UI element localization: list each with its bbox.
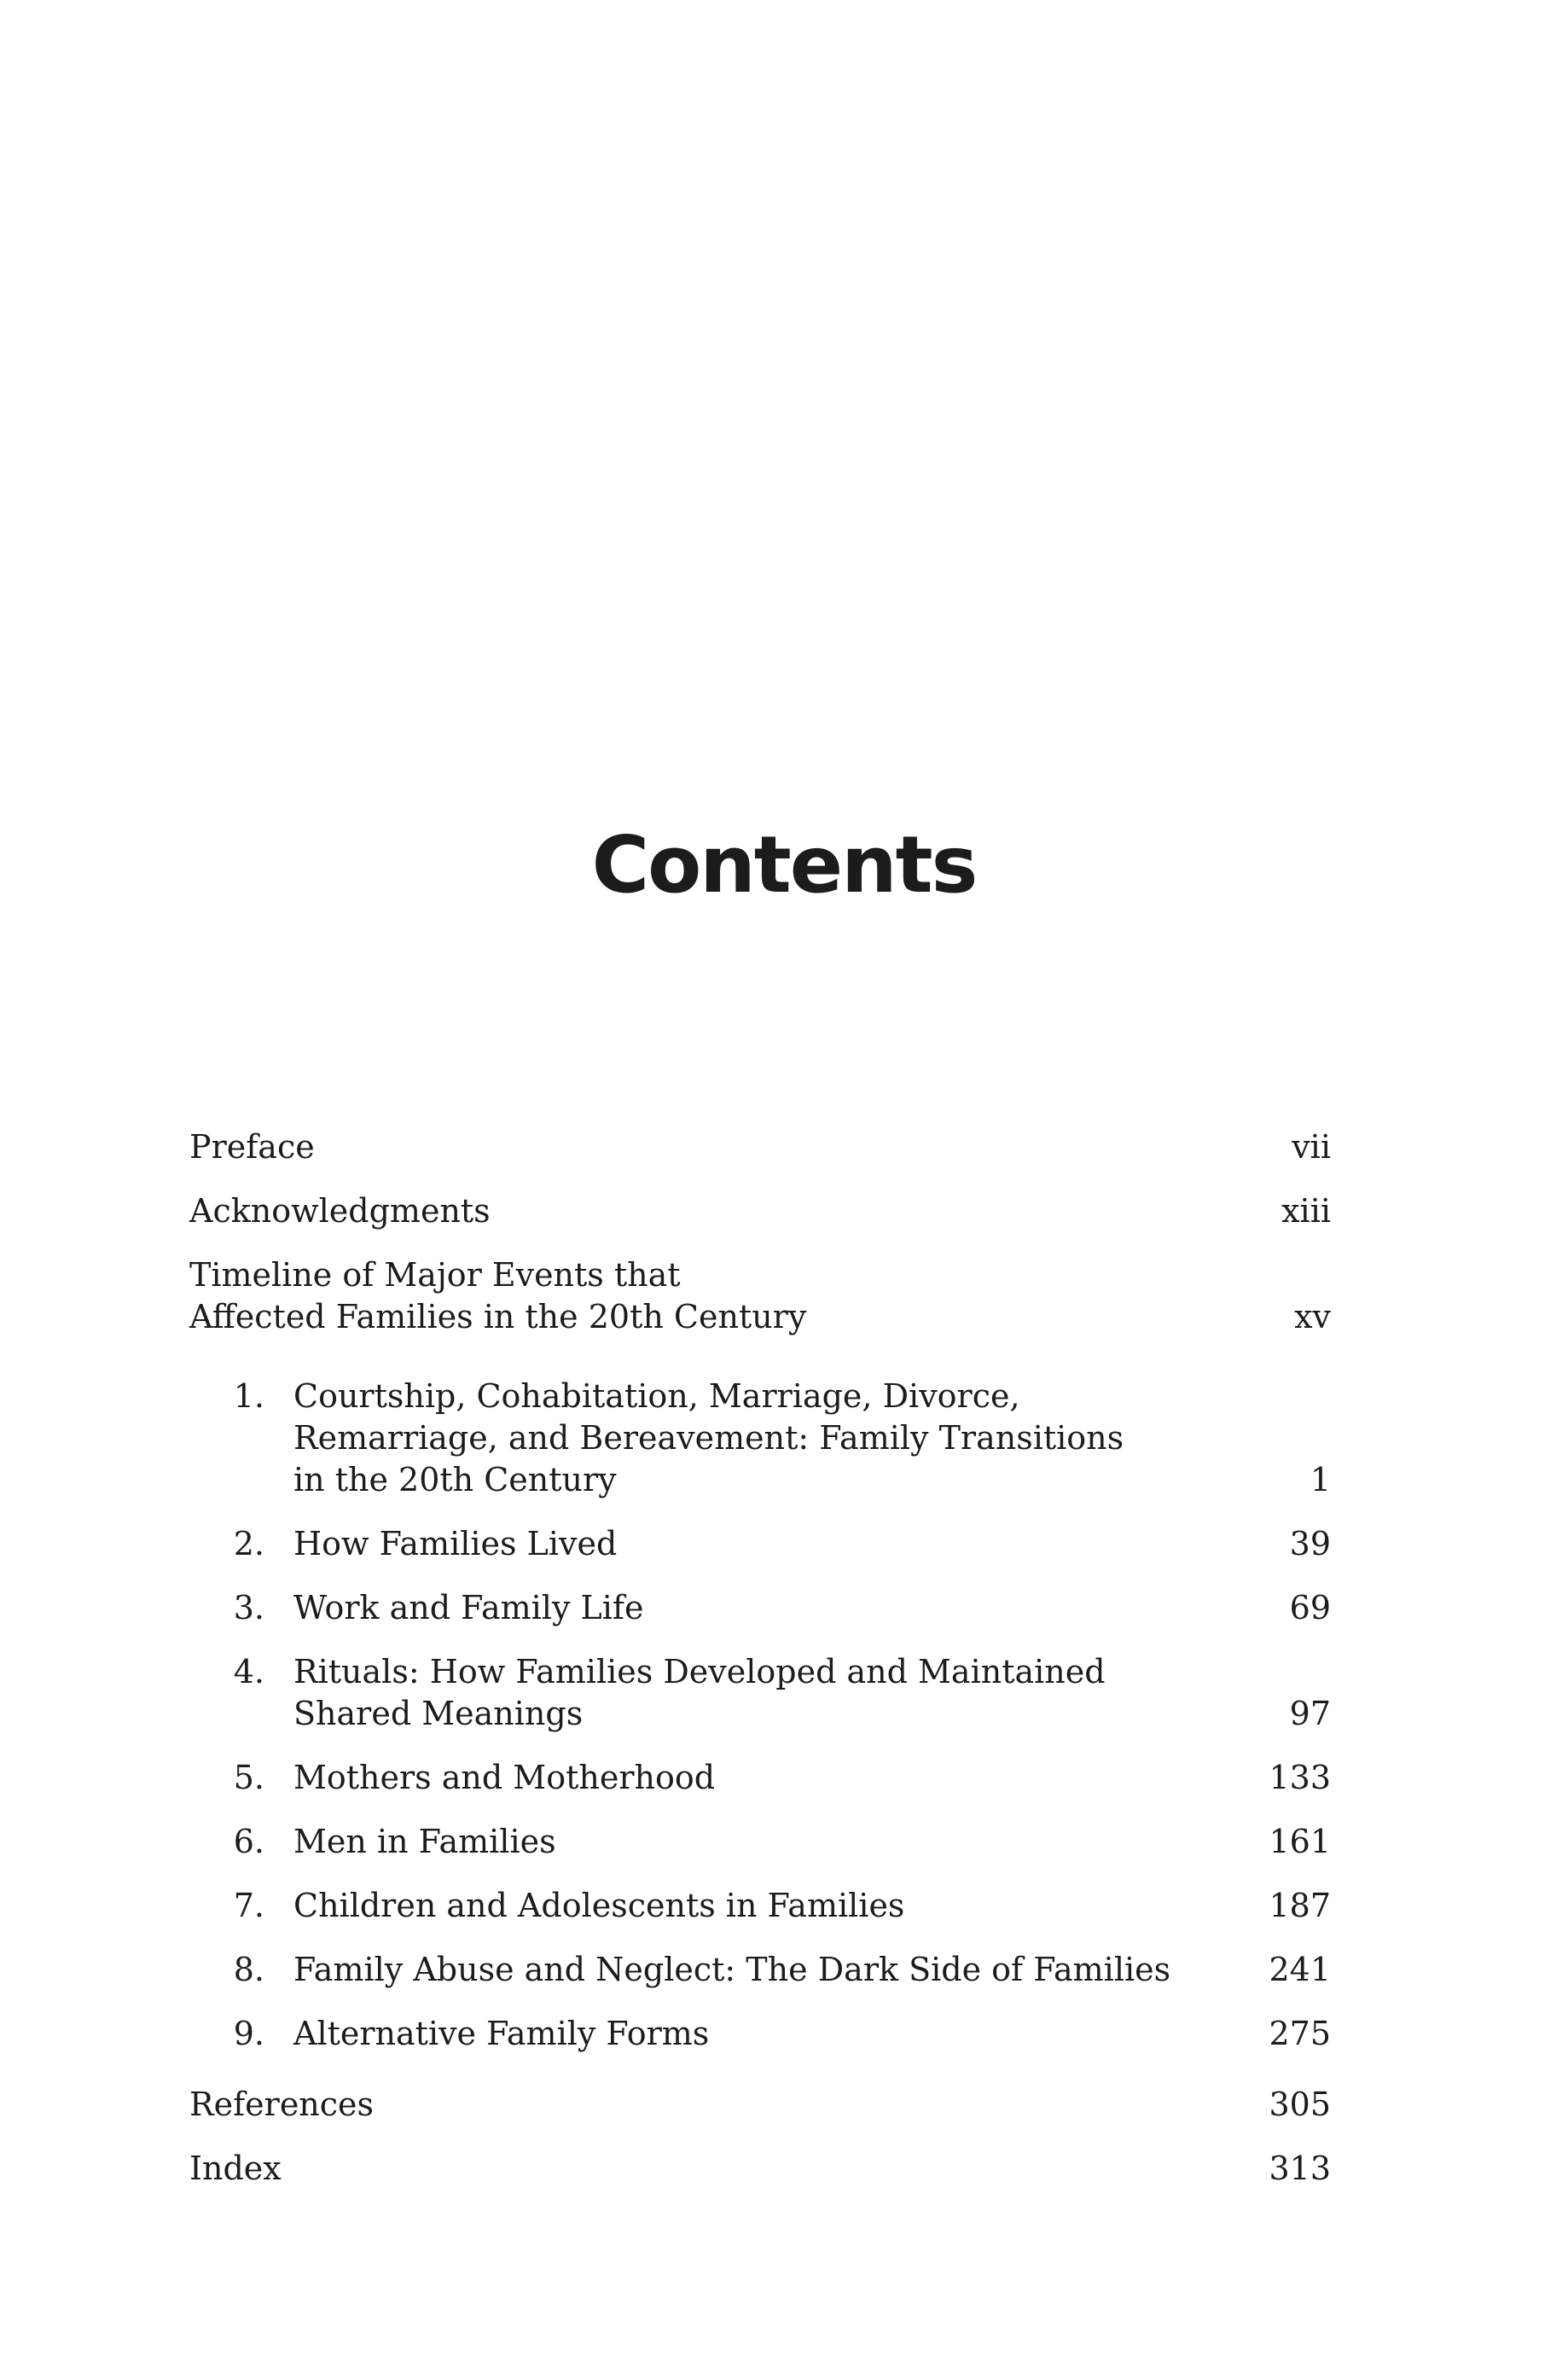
- chapter-number: 1.: [233, 1377, 264, 1415]
- toc-entry-page: 305: [1269, 2086, 1331, 2123]
- toc-chapter-6[interactable]: [189, 1821, 1331, 1863]
- toc-chapter-1[interactable]: [189, 1376, 1331, 1501]
- chapter-title-line: Work and Family Life: [293, 1589, 644, 1626]
- table-of-contents: [189, 1126, 1331, 2212]
- chapter-page: 39: [1289, 1525, 1331, 1562]
- chapter-title-line: Alternative Family Forms: [293, 2015, 710, 2052]
- chapter-number: 9.: [233, 2015, 264, 2052]
- chapter-title-line: Men in Families: [293, 1823, 556, 1860]
- chapter-page: 69: [1289, 1589, 1331, 1626]
- chapter-page: 275: [1269, 2015, 1331, 2052]
- toc-entry-title-line: Timeline of Major Events that: [189, 1256, 681, 1294]
- chapter-number: 5.: [233, 1759, 264, 1796]
- toc-entry-page: 313: [1269, 2150, 1331, 2187]
- toc-entry-title: Preface: [189, 1128, 315, 1166]
- toc-entry-references[interactable]: [189, 2084, 1331, 2126]
- toc-entry-timeline[interactable]: [189, 1254, 1331, 1338]
- chapter-title: [293, 1821, 1194, 1863]
- toc-entry-title: Index: [189, 2150, 282, 2187]
- chapter-title-line: Shared Meanings: [293, 1695, 584, 1732]
- chapter-number: 6.: [233, 1823, 264, 1860]
- toc-entry-page: vii: [1292, 1128, 1331, 1166]
- toc-entry-title: Acknowledgments: [189, 1192, 491, 1230]
- page-title: Contents: [591, 819, 977, 911]
- chapter-number: 2.: [233, 1525, 264, 1562]
- chapter-title-line: Remarriage, and Bereavement: Family Transitions: [293, 1419, 1124, 1457]
- chapter-page: 1: [1310, 1461, 1331, 1498]
- chapter-title-line: Children and Adolescents in Families: [293, 1887, 905, 1924]
- toc-chapter-5[interactable]: [189, 1757, 1331, 1799]
- chapter-title: [293, 1587, 1194, 1629]
- chapter-title: [293, 1651, 1194, 1735]
- chapter-title: [293, 1523, 1194, 1565]
- toc-entry-title-line: Affected Families in the 20th Century: [189, 1298, 807, 1335]
- chapter-page: 133: [1269, 1759, 1331, 1796]
- chapter-title-line: Family Abuse and Neglect: The Dark Side of Families: [293, 1951, 1171, 1988]
- toc-entry-page: xv: [1294, 1298, 1331, 1335]
- toc-chapter-2[interactable]: [189, 1523, 1331, 1565]
- toc-chapter-8[interactable]: [189, 1949, 1331, 1991]
- chapter-title-line: Courtship, Cohabitation, Marriage, Divorce,: [293, 1377, 1020, 1415]
- toc-chapter-3[interactable]: [189, 1587, 1331, 1629]
- toc-entry-title: [189, 1254, 1194, 1338]
- toc-entry-index[interactable]: [189, 2148, 1331, 2190]
- chapter-number: 4.: [233, 1653, 264, 1690]
- chapter-number: 3.: [233, 1589, 264, 1626]
- chapter-page: 241: [1269, 1951, 1331, 1988]
- chapter-title-line: How Families Lived: [293, 1525, 618, 1562]
- toc-chapter-7[interactable]: [189, 1885, 1331, 1927]
- toc-entry-acknowledgments[interactable]: [189, 1190, 1331, 1232]
- toc-entry-title: References: [189, 2086, 375, 2123]
- chapter-title-line: Rituals: How Families Developed and Maintained: [293, 1653, 1106, 1690]
- chapter-title: [293, 1757, 1194, 1799]
- chapter-title: [293, 1885, 1194, 1927]
- chapter-number: 8.: [233, 1951, 264, 1988]
- chapter-title: [293, 1376, 1194, 1501]
- toc-entry-page: xiii: [1281, 1192, 1331, 1230]
- toc-chapter-9[interactable]: [189, 2013, 1331, 2055]
- chapter-title: [293, 1949, 1194, 1991]
- chapter-number: 7.: [233, 1887, 264, 1924]
- toc-entry-preface[interactable]: [189, 1126, 1331, 1168]
- chapter-page: 161: [1269, 1823, 1331, 1860]
- chapter-page: 187: [1269, 1887, 1331, 1924]
- chapter-page: 97: [1289, 1695, 1331, 1732]
- chapter-title-line: in the 20th Century: [293, 1461, 617, 1498]
- toc-chapter-4[interactable]: [189, 1651, 1331, 1735]
- chapter-title-line: Mothers and Motherhood: [293, 1759, 716, 1796]
- chapter-title: [293, 2013, 1194, 2055]
